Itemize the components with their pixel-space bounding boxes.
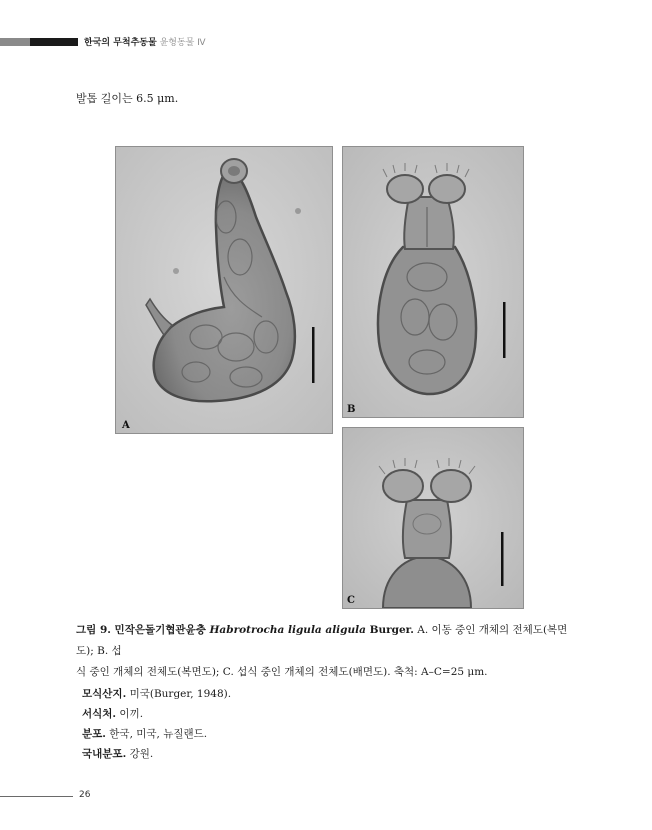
panel-label-a: A [122,420,130,431]
info-value: 강원. [126,748,154,760]
header-bar-dark [30,38,78,46]
footer-rule [0,796,73,797]
panel-label-c: C [347,595,355,606]
header-title-sub: 윤형동물 Ⅳ [159,38,206,48]
info-value: 한국, 미국, 뉴질랜드. [105,728,208,740]
species-info [82,684,231,764]
info-label: 모식산지. [82,688,127,700]
rotifer-photo-a [116,147,332,433]
intro-text: 발톱 길이는 6.5 μm. [76,92,179,105]
caption-author: Burger. [365,624,414,636]
header-bar-light [0,38,30,46]
info-distribution [82,724,231,744]
info-label: 분포. [82,728,106,740]
panel-label-b: B [347,404,356,415]
info-label: 서식처. [82,708,117,720]
figure-panel-a [115,146,333,434]
info-value: 미국(Burger, 1948). [126,688,232,700]
caption-line2: 식 중인 개체의 전체도(복면도); C. 섭식 중인 개체의 전체도(배면도). 축척: A–C=25 μm. [76,666,488,678]
figure-caption [76,620,576,683]
figure-panel-c [342,427,524,609]
rotifer-photo-c [343,428,523,608]
info-type-locality [82,684,231,704]
info-domestic-distribution [82,744,231,764]
info-habitat [82,704,231,724]
rotifer-photo-b [343,147,523,417]
caption-species: Habrotrocha ligula aligula [209,624,366,636]
header-title-main: 한국의 무척추동물 [84,38,157,48]
caption-line1-rest: A. 이동 중인 개체의 전체도(복면도); B. 섭 [76,624,568,657]
page-number: 26 [79,790,91,800]
running-header [84,35,206,48]
info-value: 이끼. [116,708,144,720]
caption-prefix: 그림 9. 민작은돌기협관윤충 [76,624,210,636]
figure-panel-b [342,146,524,418]
info-label: 국내분포. [82,748,127,760]
